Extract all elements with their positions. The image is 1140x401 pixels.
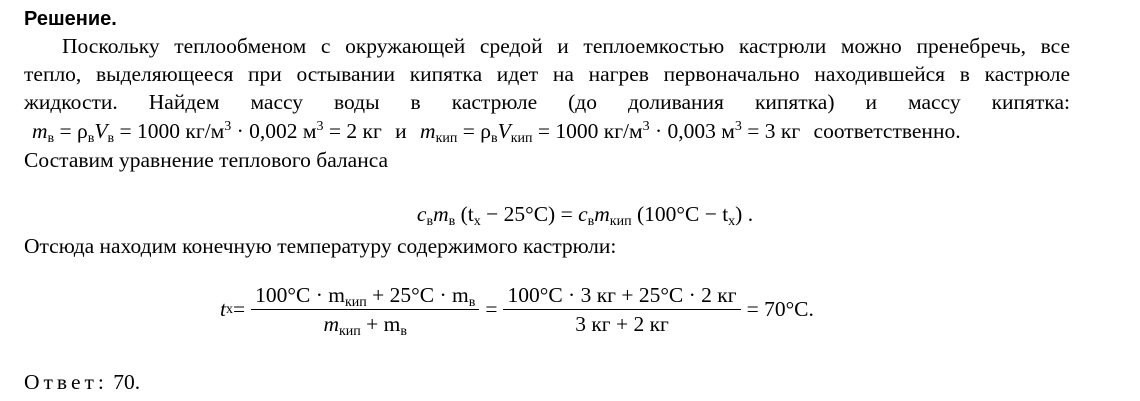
density-value: = 1000 кг/м <box>114 119 225 143</box>
symbolic-fraction-numerator <box>251 281 479 310</box>
equals-sign-2: = <box>485 297 498 321</box>
mass2-symbol: m <box>594 202 610 226</box>
volume-exponent: 3 <box>316 119 324 134</box>
density2-exponent: 3 <box>642 119 650 134</box>
mass2-subscript: кип <box>609 214 632 229</box>
heat-balance-equation <box>0 201 1140 227</box>
mass-water-subscript: в <box>47 131 55 146</box>
volume-value: · 0,002 м <box>231 119 317 143</box>
denominator-term-a-subscript: кип <box>338 324 361 339</box>
numerator-term-a-subscript: кип <box>344 295 367 310</box>
numeric-fraction-numerator: 100°C · 3 кг + 25°C · 2 кг <box>503 281 740 310</box>
mass-symbol: m <box>433 202 449 226</box>
numerator-term-a: 100°C · m <box>255 283 345 307</box>
symbolic-fraction <box>251 281 479 338</box>
tx-symbol: t <box>220 297 226 321</box>
mass-boiling-result: = 3 кг <box>741 119 801 143</box>
rhs-subscript: x <box>728 214 736 229</box>
final-result: = 70°C. <box>746 297 814 321</box>
numeric-fraction <box>503 281 740 338</box>
mass-water-result: = 2 кг <box>323 119 382 143</box>
mass-formula-line <box>24 118 1070 144</box>
volume2-subscript: кип <box>510 131 533 146</box>
mass-subscript: в <box>448 214 456 229</box>
final-temperature-equation: t x = $\frac{100^\circ C \cdot m_{кип} + 25^\circ C \cdot m_в}{m_{кип} + m_в}$ = $\frac{100^\circ C \cdot 3 кг + 25^\circ C \cdot 2 кг}{3 кг + 2 кг}$ = 70°C. <box>220 283 814 339</box>
mass-boiling-symbol: m <box>420 119 436 143</box>
answer-label: Ответ: <box>24 370 108 394</box>
respectively-word: соответственно. <box>813 119 961 143</box>
rho2-text: = ρ <box>457 119 491 143</box>
rho-text: = ρ <box>54 119 88 143</box>
mass-boiling-subscript: кип <box>435 131 458 146</box>
volume-symbol: V <box>94 119 108 143</box>
heat-capacity-symbol: c <box>416 202 427 226</box>
lhs-paren: (t <box>460 202 474 226</box>
answer-line <box>24 369 140 395</box>
lhs-rest: − 25°C) = <box>480 202 579 226</box>
connector-word: и <box>395 119 407 143</box>
rho-subscript: в <box>87 131 95 146</box>
rhs-end: ) . <box>735 202 754 226</box>
volume2-value: · 0,003 м <box>649 119 735 143</box>
symbolic-fraction-denominator <box>319 310 411 338</box>
numeric-fraction-denominator: 3 кг + 2 кг <box>575 312 669 336</box>
paragraph-line-1: Поскольку теплообменом с окружающей средой и теплоемкостью кастрюли можно пренебречь, все <box>62 34 1070 58</box>
paragraph-line-3: жидкости. Найдем массу воды в кастрюле (до доливания кипятка) и массу кипятка: <box>24 90 1070 114</box>
tx-subscript: x <box>473 214 481 229</box>
heat-capacity2-symbol: c <box>578 202 588 226</box>
paragraph-line-6: Отсюда находим конечную температуру содержимого кастрюли: <box>24 234 617 258</box>
mass-water-symbol: m <box>32 119 48 143</box>
solution-heading: Решение. <box>24 8 117 30</box>
density2-value: = 1000 кг/м <box>532 119 643 143</box>
heat-capacity-subscript: в <box>426 214 434 229</box>
volume2-symbol: V <box>497 119 511 143</box>
answer-value: 70. <box>107 370 141 394</box>
volume-subscript: в <box>107 131 115 146</box>
paragraph-line-2: тепло, выделяющееся при остывании кипятка идет на нагрев первоначально находившейся в кастрюле <box>24 62 1070 86</box>
equals-sign: = <box>232 297 246 321</box>
denominator-term-a: m <box>323 312 339 336</box>
numerator-term-b: + 25°C · m <box>366 283 469 307</box>
paragraph-line-5: Составим уравнение теплового баланса <box>24 148 389 172</box>
numerator-term-b-subscript: в <box>468 295 476 310</box>
denominator-term-b-subscript: в <box>400 324 407 339</box>
heat-capacity2-subscript: в <box>587 214 595 229</box>
density-exponent: 3 <box>224 119 232 134</box>
rho2-subscript: в <box>490 131 498 146</box>
volume2-exponent: 3 <box>734 119 742 134</box>
rhs-paren: (100°C − t <box>636 202 729 226</box>
denominator-term-b: + m <box>360 312 401 336</box>
